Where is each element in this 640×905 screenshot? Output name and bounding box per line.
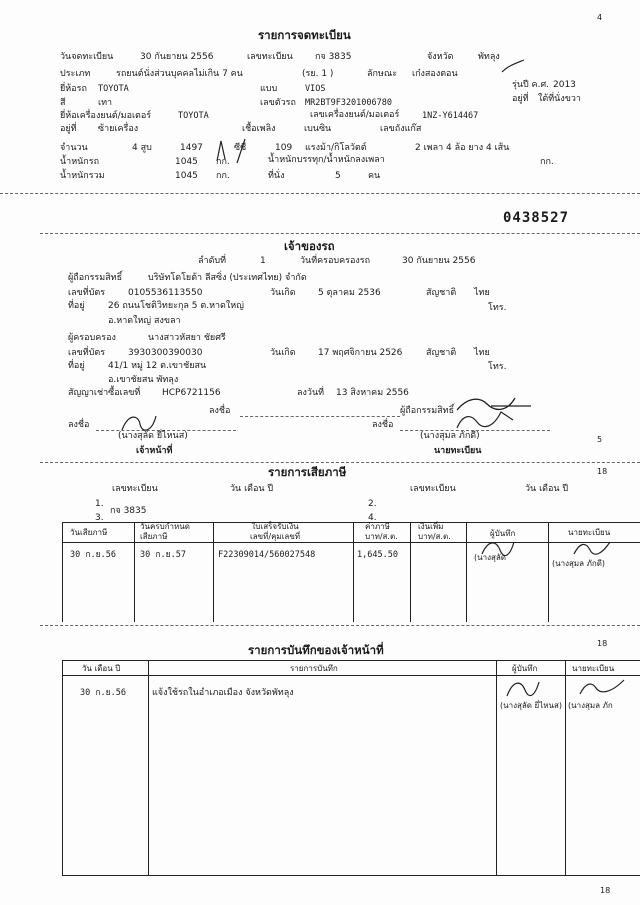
- gross-unit: กก.: [216, 171, 230, 181]
- fuel: เบนซิน: [304, 124, 332, 134]
- holder-phone-label: โทร.: [488, 362, 507, 372]
- tax-amount: 1,645.50: [357, 550, 398, 560]
- page-mark-mid: 5: [597, 435, 603, 444]
- weight: 1045: [175, 157, 198, 167]
- chassis-no: MR2BT9F3201006780: [305, 98, 392, 108]
- owner-phone-label: โทร.: [488, 303, 507, 313]
- section-divider: [40, 462, 640, 463]
- holder-address-1: 41/1 หมู่ 12 ต.เขาชัยสน: [108, 361, 207, 371]
- order: 1: [260, 256, 266, 266]
- registrar-signature-icon: [455, 408, 515, 432]
- tax-n3: 3.: [95, 513, 104, 523]
- type-label: ประเภท: [60, 69, 91, 79]
- log-header-recorder: ผู้บันทึก: [512, 664, 538, 673]
- province: พัทลุง: [478, 52, 500, 62]
- tax-header-recorder: ผู้บันทึก: [490, 529, 516, 538]
- cylinder-label: จำนวน: [60, 143, 88, 153]
- seats-unit: คน: [368, 171, 381, 181]
- chassis-location: ใต้ที่นั่งขวา: [538, 94, 581, 104]
- log-row-registrar: (นางสุมล ภัก: [568, 701, 613, 710]
- vehicle-type-code: (รย. 1 ): [302, 69, 334, 79]
- tax-header-amount: ค่าภาษี บาท/ส.ต.: [365, 522, 398, 541]
- reg-no: กจ 3835: [315, 52, 352, 62]
- contract-no: HCP6721156: [162, 388, 221, 398]
- owner-nation-label: สัญชาติ: [426, 288, 457, 298]
- registrar-role: นายทะเบียน: [434, 446, 482, 456]
- owner-address-1: 26 ถนนโชติวิทยะกุล 5 ต.หาดใหญ่: [108, 301, 244, 311]
- tax-n1-value: กจ 3835: [110, 506, 147, 516]
- owner-sign-line: [240, 416, 400, 417]
- tax-heading: รายการเสียภาษี: [268, 465, 347, 479]
- tax-header-registrar: นายทะเบียน: [568, 528, 611, 537]
- tax-receipt-no: F22309014/560027548: [218, 550, 316, 560]
- owner-id: 0105536113550: [128, 288, 203, 298]
- tax-table-col-line: [410, 522, 411, 622]
- body-style: เก๋งสองตอน: [412, 69, 458, 79]
- registrar-signature-icon: [578, 676, 628, 698]
- model-year: 2013: [553, 80, 576, 90]
- log-header-registrar: นายทะเบียน: [572, 664, 615, 673]
- log-table-col-line: [565, 660, 566, 875]
- reg-date-label: วันจดทะเบียน: [60, 52, 114, 62]
- officer-sign-label: ลงชื่อ: [68, 420, 90, 430]
- log-table-col-line: [496, 660, 497, 875]
- officer-role: เจ้าหน้าที่: [136, 446, 173, 456]
- recorder-signature-icon: [503, 676, 543, 700]
- registration-heading: รายการจดทะเบียน: [258, 28, 351, 42]
- order-label: ลำดับที่: [198, 256, 227, 266]
- tax-table-col-line: [353, 522, 354, 622]
- tax-col-reg-2: เลขทะเบียน: [410, 484, 456, 494]
- tax-table-col-line: [62, 522, 63, 622]
- log-table-col-line: [148, 660, 149, 875]
- horsepower-label: แรงม้า/กิโลวัตต์: [305, 143, 367, 153]
- reg-no-label: เลขทะเบียน: [247, 52, 293, 62]
- engine-brand-label: ยี่ห้อเครื่องยนต์/มอเตอร์: [60, 111, 152, 121]
- owner-sign-label: ลงชื่อ: [209, 406, 231, 416]
- section-divider: [40, 625, 640, 626]
- model-label: แบบ: [260, 84, 278, 94]
- page-mark-tax: 18: [597, 467, 608, 476]
- holder-address-2: อ.เขาชัยสน พัทลุง: [108, 375, 179, 385]
- weight-label: น้ำหนักรถ: [60, 157, 100, 167]
- tank-label: เลขถังแก๊ส: [380, 124, 422, 134]
- engine-brand: TOYOTA: [178, 111, 209, 121]
- province-label: จังหวัด: [427, 52, 454, 62]
- engine-location: ซ้ายเครื่อง: [98, 124, 139, 134]
- section-divider: [0, 193, 640, 194]
- tax-col-date: วัน เดือน ปี: [230, 484, 274, 494]
- log-header-date: วัน เดือน ปี: [82, 664, 121, 673]
- holder-name: นางสาวหัสยา ชัยศรี: [148, 333, 226, 343]
- model: VIOS: [305, 84, 326, 94]
- tax-paid-date: 30 ก.ย.56: [70, 550, 116, 560]
- color: เทา: [98, 98, 113, 108]
- fuel-label: เชื้อเพลิง: [242, 124, 276, 134]
- holder-id: 3930300390030: [128, 348, 203, 358]
- brand: TOYOTA: [98, 84, 129, 94]
- page-mark-bottom: 18: [600, 886, 611, 895]
- holder-birth: 17 พฤศจิกายน 2526: [318, 348, 403, 358]
- holder-addr-label: ที่อยู่: [68, 361, 85, 371]
- chassis-loc-label: อยู่ที่: [512, 94, 529, 104]
- holder-id-label: เลขที่บัตร: [68, 348, 106, 358]
- tax-n2: 2.: [368, 499, 377, 509]
- owner-birth: 5 ตุลาคม 2536: [318, 288, 381, 298]
- log-row-recorder: (นางสุลัด ยี่ไหนส): [500, 701, 562, 710]
- gross-label: น้ำหนักรวม: [60, 171, 105, 181]
- model-year-label: รุ่นปี ค.ศ.: [512, 80, 550, 90]
- holder-nation-label: สัญชาติ: [426, 348, 457, 358]
- registrar-name: (นางสุมล ภักดี): [420, 431, 480, 441]
- tax-header-paid: วันเสียภาษี: [70, 528, 108, 537]
- tax-header-surcharge: เงินเพิ่ม บาท/ส.ต.: [418, 522, 451, 541]
- handwritten-mark-icon: [215, 137, 255, 167]
- owner-address-2: อ.หาดใหญ่ สงขลา: [108, 316, 181, 326]
- chassis-label: เลขตัวรถ: [260, 98, 296, 108]
- engine-no: 1NZ-Y614467: [422, 111, 479, 121]
- seats: 5: [335, 171, 341, 181]
- load-label: น้ำหนักบรรทุก/น้ำหนักลงเพลา: [268, 155, 385, 165]
- holder-label: ผู้ครอบครอง: [68, 333, 116, 343]
- owner-sign-role: ผู้ถือกรรมสิทธิ์: [400, 406, 455, 416]
- holder-nation: ไทย: [474, 348, 490, 358]
- tax-registrar: (นางสุมล ภักดี): [552, 559, 606, 568]
- officer-name: (นางสุลัด ยี่ไหนส): [118, 431, 188, 441]
- owner-addr-label: ที่อยู่: [68, 301, 85, 311]
- weight-unit: กก.: [216, 157, 230, 167]
- vehicle-type: รถยนต์นั่งส่วนบุคคลไม่เกิน 7 คน: [116, 69, 243, 79]
- tax-n4: 4.: [368, 513, 377, 523]
- owner-nation: ไทย: [474, 288, 490, 298]
- load-unit: กก.: [540, 157, 554, 167]
- seats-label: ที่นั่ง: [268, 171, 285, 181]
- possess-date-label: วันที่ครอบครองรถ: [300, 256, 371, 266]
- tax-col-reg: เลขทะเบียน: [112, 484, 158, 494]
- tax-header-due: วันครบกำหนด เสียภาษี: [140, 522, 190, 541]
- tax-header-receipt: ใบเสร็จรับเงิน เลขที่/คุมเลขที่: [250, 522, 301, 541]
- gross-weight: 1045: [175, 171, 198, 181]
- tax-table-col-line: [466, 522, 467, 622]
- tax-table-col-line: [213, 522, 214, 622]
- possess-date: 30 กันยายน 2556: [402, 256, 476, 266]
- cc-unit: ซีซี: [234, 143, 247, 153]
- owner-name: บริษัทโตโยต้า ลีสซิ่ง (ประเทศไทย) จำกัด: [148, 273, 307, 283]
- log-row-entry: แจ้งใช้รถในอำเภอเมือง จังหวัดพัทลุง: [152, 688, 294, 698]
- serial-line: [40, 233, 640, 234]
- contract-date: 13 สิงหาคม 2556: [336, 388, 409, 398]
- horsepower: 109: [275, 143, 293, 153]
- log-header-entry: รายการบันทึก: [290, 664, 338, 673]
- log-table-col-line: [62, 660, 63, 875]
- serial-number: 0438527: [503, 210, 570, 226]
- recorder-signature-icon: [478, 538, 518, 558]
- tax-table-col-line: [548, 522, 549, 622]
- owner-birth-label: วันเกิด: [270, 288, 296, 298]
- tax-recorder: (นางสุลัด: [474, 553, 506, 562]
- body-label: ลักษณะ: [367, 69, 398, 79]
- tax-n1: 1.: [95, 499, 104, 509]
- handwritten-mark-icon: [500, 58, 530, 78]
- color-label: สี: [60, 98, 66, 108]
- cc: 1497: [180, 143, 203, 153]
- registrar-signature-icon: [572, 538, 612, 558]
- log-table-bottom: [62, 875, 640, 876]
- cylinders: 4 สูบ: [132, 143, 152, 153]
- owner-label: ผู้ถือกรรมสิทธิ์: [68, 273, 123, 283]
- tax-table-col-line: [134, 522, 135, 622]
- page-mark-log: 18: [597, 639, 608, 648]
- holder-birth-label: วันเกิด: [270, 348, 296, 358]
- page-mark-top: 4: [597, 13, 603, 22]
- tax-table-header-line: [62, 542, 640, 543]
- log-heading: รายการบันทึกของเจ้าหน้าที่: [248, 643, 384, 657]
- axles: 2 เพลา 4 ล้อ ยาง 4 เส้น: [415, 143, 510, 153]
- owner-id-label: เลขที่บัตร: [68, 288, 106, 298]
- engine-loc-label: อยู่ที่: [60, 124, 77, 134]
- brand-label: ยี่ห้อรถ: [60, 84, 87, 94]
- tax-col-date-2: วัน เดือน ปี: [525, 484, 569, 494]
- contract-date-label: ลงวันที่: [297, 388, 325, 398]
- engine-no-label: เลขเครื่องยนต์/มอเตอร์: [310, 110, 400, 120]
- reg-date: 30 กันยายน 2556: [140, 52, 214, 62]
- log-row-date: 30 ก.ย.56: [80, 688, 126, 698]
- contract-label: สัญญาเช่าซื้อเลขที่: [68, 388, 141, 398]
- tax-due-date: 30 ก.ย.57: [140, 550, 186, 560]
- owner-heading: เจ้าของรถ: [284, 239, 335, 253]
- registrar-sign-label: ลงชื่อ: [372, 420, 394, 430]
